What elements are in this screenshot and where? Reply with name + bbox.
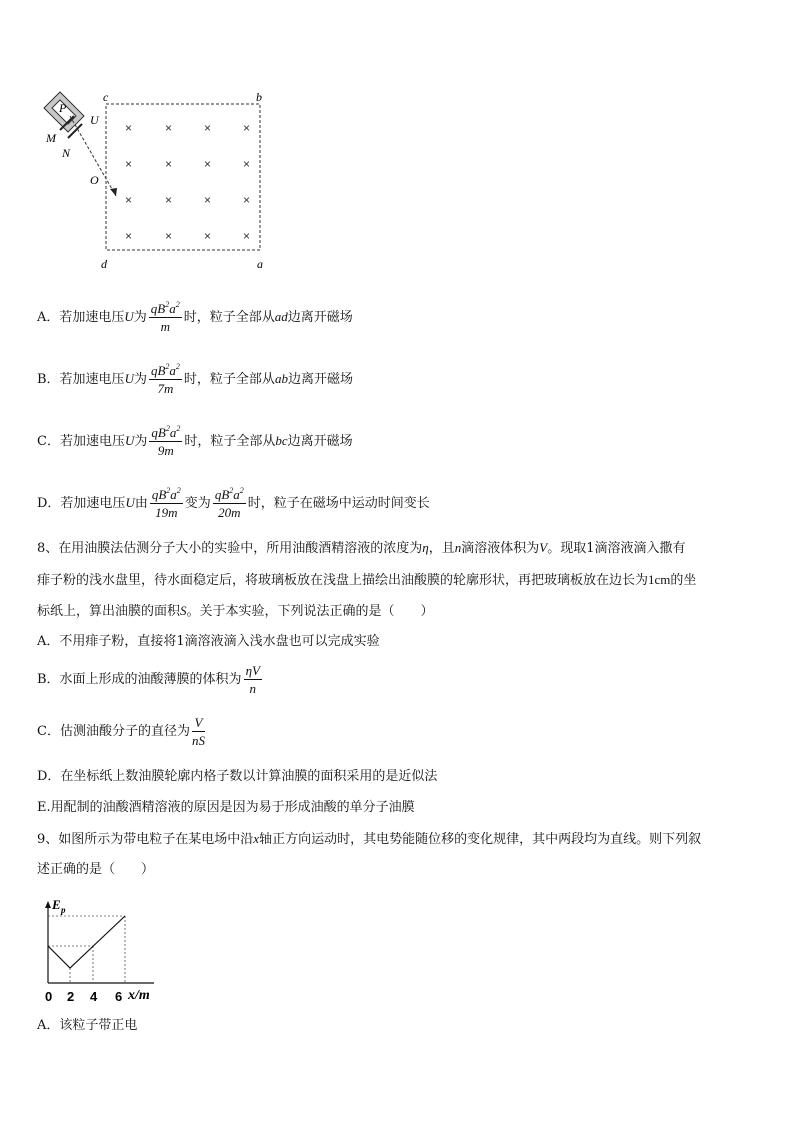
- field-cross-icon: ×: [243, 121, 251, 135]
- field-cross-icon: ×: [204, 193, 212, 207]
- q8-stem-line2: 痱子粉的浅水盘里，待水面稳定后，将玻璃板放在浅盘上描绘出油酸膜的轮廓形状，再把玻璃板放在边长为1cm的坐: [37, 572, 697, 588]
- option-text: 时，粒子全部从: [184, 434, 276, 449]
- q8-option-c[interactable]: [37, 714, 207, 749]
- field-cross-icon: ×: [204, 229, 212, 243]
- y-axis-label: E: [52, 897, 61, 912]
- field-cross-icon: ×: [204, 121, 212, 135]
- field-cross-icon: ×: [165, 193, 173, 207]
- side-label: ad: [274, 309, 288, 324]
- fraction: $\frac{qB^2a^2}{20m}$: [214, 486, 244, 520]
- field-cross-icon: ×: [243, 229, 251, 243]
- field-crosses: [125, 121, 250, 243]
- option-text: A．若加速电压: [37, 310, 125, 325]
- label-U: U: [90, 113, 99, 127]
- label-d: d: [101, 257, 107, 271]
- label-a: a: [257, 257, 263, 271]
- option-text: 边离开磁场: [287, 372, 353, 387]
- q8-option-a[interactable]: A．不用痱子粉，直接将1滴溶液滴入浅水盘也可以完成实验: [37, 634, 380, 649]
- fraction: $\frac{qB^2a^2}{19m}$: [151, 486, 181, 520]
- var-U: U: [125, 495, 135, 510]
- option-text: D．若加速电压: [37, 496, 126, 511]
- q7-option-a[interactable]: [37, 300, 353, 335]
- field-cross-icon: ×: [125, 193, 133, 207]
- side-label: bc: [275, 433, 288, 448]
- field-cross-icon: ×: [125, 121, 133, 135]
- x-axis-label: x/m: [128, 988, 150, 1003]
- option-text: 为: [134, 434, 148, 449]
- fraction: $\frac{qB^2a^2}{7m}$: [150, 362, 180, 396]
- q9-stem-line1: 9、如图所示为带电粒子在某电场中沿x轴正方向运动时，其电势能随位移的变化规律，其中两段均为直线。则下列叙: [37, 831, 702, 847]
- field-cross-icon: ×: [165, 229, 173, 243]
- fraction: $\frac{qB^2a^2}{m}$: [150, 300, 180, 334]
- ep-curve: [48, 916, 125, 968]
- field-cross-icon: ×: [125, 157, 133, 171]
- field-cross-icon: ×: [204, 157, 212, 171]
- option-text: 由: [134, 496, 148, 511]
- potential-energy-graph: [36, 895, 176, 1007]
- q7-option-d[interactable]: [37, 486, 430, 521]
- y-axis-arrow-icon: [45, 901, 51, 908]
- option-text: 时，粒子全部从: [183, 310, 275, 325]
- label-M: M: [46, 131, 56, 145]
- label-O: O: [90, 173, 99, 187]
- var-U: U: [124, 433, 135, 448]
- tick-6: 6: [115, 989, 123, 1004]
- var-U: U: [124, 309, 134, 324]
- tick-0: 0: [45, 989, 53, 1004]
- option-text: 为: [133, 310, 147, 325]
- tick-4: 4: [90, 989, 98, 1004]
- option-text: B．若加速电压: [37, 372, 125, 387]
- side-label: ab: [274, 371, 288, 386]
- q8-stem-line3: 标纸上，算出油膜的面积S。关于本实验，下列说法正确的是（ ）: [37, 603, 434, 619]
- var-U: U: [124, 371, 134, 386]
- option-text: 边离开磁场: [287, 310, 353, 325]
- label-N: N: [62, 146, 71, 160]
- fraction: $\frac{\eta V}{n}$: [245, 663, 260, 696]
- label-P: P: [59, 101, 67, 115]
- fraction: $\frac{qB^2a^2}{9m}$: [151, 424, 181, 458]
- field-cross-icon: ×: [243, 193, 251, 207]
- q8-option-e[interactable]: E.用配制的油酸酒精溶液的原因是因为易于形成油酸的单分子油膜: [37, 800, 415, 815]
- option-text: 为: [133, 372, 147, 387]
- q9-stem-line2: 述正确的是（ ）: [37, 862, 155, 877]
- field-cross-icon: ×: [165, 121, 173, 135]
- arrow-head-icon: [110, 188, 117, 196]
- label-c: c: [103, 90, 109, 104]
- tick-2: 2: [67, 989, 75, 1004]
- option-text: 时，粒子全部从: [183, 372, 275, 387]
- option-text: 变为: [184, 496, 211, 511]
- q8-option-b[interactable]: [37, 662, 264, 697]
- label-b: b: [256, 90, 262, 104]
- q8-option-d[interactable]: D．在坐标纸上数油膜轮廓内格子数以计算油膜的面积采用的是近似法: [37, 769, 438, 784]
- fraction: $\frac{V}{nS}$: [191, 715, 205, 748]
- q7-option-b[interactable]: [37, 362, 353, 397]
- field-cross-icon: ×: [243, 157, 251, 171]
- field-cross-icon: ×: [165, 157, 173, 171]
- q7-option-c[interactable]: [37, 424, 353, 459]
- option-text: B．水面上形成的油酸薄膜的体积为: [37, 672, 242, 687]
- magnetic-field-figure: [40, 88, 280, 278]
- q9-option-a[interactable]: A．该粒子带正电: [37, 1018, 138, 1033]
- option-text: C．若加速电压: [37, 434, 125, 449]
- q8-stem-line1: 8、在用油膜法估测分子大小的实验中，所用油酸酒精溶液的浓度为η，且n滴溶液体积为V。现取1滴溶液滴入撒有: [37, 540, 686, 556]
- field-cross-icon: ×: [125, 229, 133, 243]
- option-text: C．估测油酸分子的直径为: [37, 724, 190, 739]
- y-axis-subscript: p: [61, 905, 66, 915]
- option-text: 时，粒子在磁场中运动时间变长: [247, 496, 430, 511]
- option-text: 边离开磁场: [287, 434, 353, 449]
